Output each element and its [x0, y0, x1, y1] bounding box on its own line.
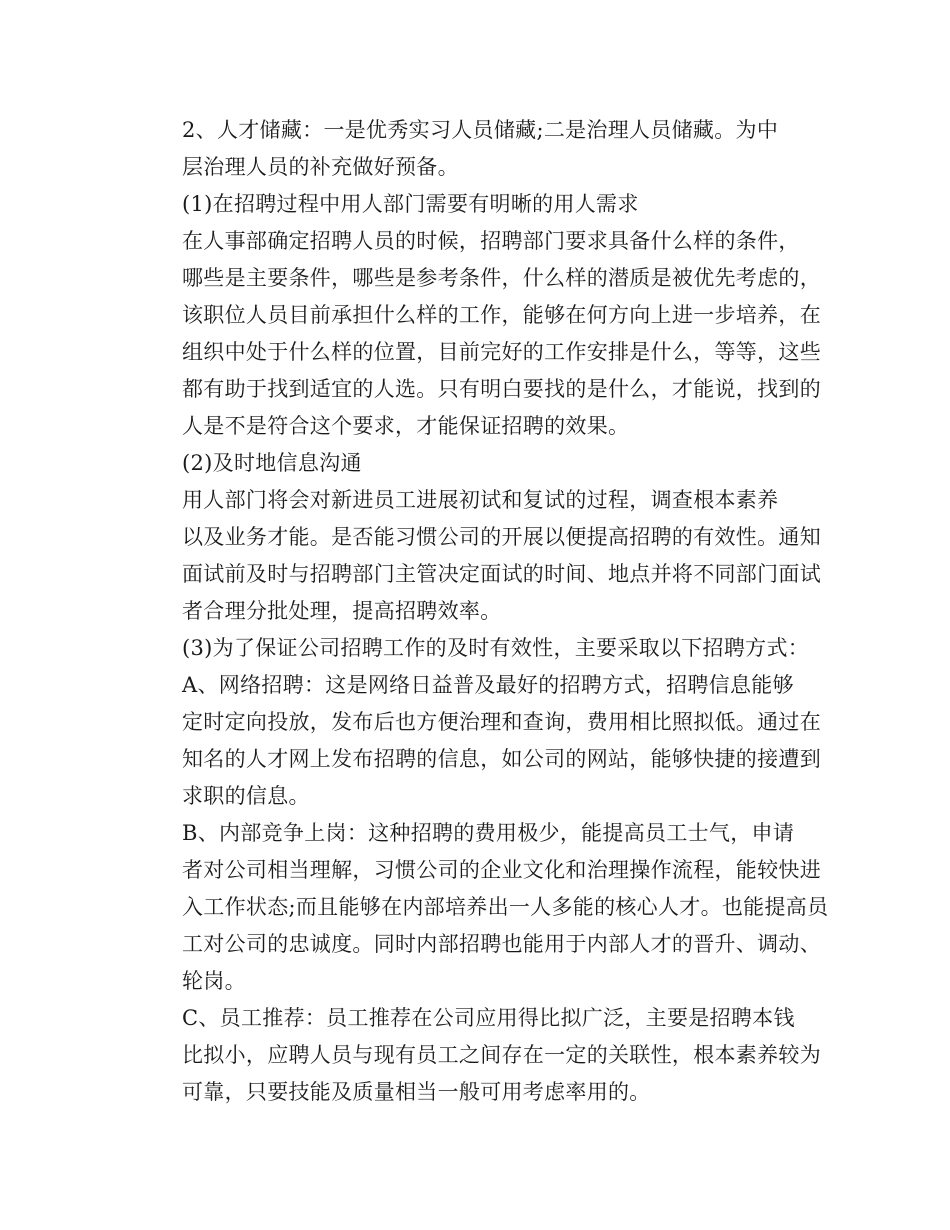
text-line: 在人事部确定招聘人员的时候，招聘部门要求具备什么样的条件，: [182, 229, 800, 253]
paragraph: [140, 482, 821, 630]
text-line: 者合理分批处理，提高招聘效率。: [182, 599, 502, 623]
text-line: 面试前及时与招聘部门主管决定面试的时间、地点并将不同部门面试: [182, 562, 821, 586]
text-line: 层治理人员的补充做好预备。: [182, 155, 459, 179]
document-body: [140, 112, 829, 1111]
text-line: B、内部竞争上岗：这种招聘的费用极少，能提高员工士气，申请: [182, 821, 795, 845]
text-line: A、网络招聘：这是网络日益普及最好的招聘方式，招聘信息能够: [182, 673, 794, 697]
text-line: 用人部门将会对新进员工进展初试和复试的过程，调查根本素养: [182, 488, 779, 512]
text-line: 2、人才储藏：一是优秀实习人员储藏;二是治理人员储藏。为中: [182, 118, 779, 142]
text-line: 哪些是主要条件，哪些是参考条件，什么样的潜质是被优先考虑的，: [182, 266, 821, 290]
text-line: 者对公司相当理解，习惯公司的企业文化和治理操作流程，能较快进: [182, 858, 821, 882]
text-line: 以及业务才能。是否能习惯公司的开展以便提高招聘的有效性。通知: [182, 525, 821, 549]
text-line: 轮岗。: [182, 969, 246, 993]
text-line: C、员工推荐：员工推荐在公司应用得比拟广泛，主要是招聘本钱: [182, 1006, 795, 1030]
paragraph: [140, 815, 829, 1000]
text-line: 人是不是符合这个要求，才能保证招聘的效果。: [182, 414, 630, 438]
paragraph: [140, 1000, 821, 1111]
text-line: 入工作状态;而且能够在内部培养出一人多能的核心人才。也能提高员: [182, 895, 829, 919]
paragraph: [140, 445, 810, 482]
paragraph: [140, 630, 810, 667]
paragraph: [140, 223, 821, 445]
text-line: 求职的信息。: [182, 784, 310, 808]
text-line: 可靠，只要技能及质量相当一般可用考虑率用的。: [182, 1080, 651, 1104]
text-line: 该职位人员目前承担什么样的工作，能够在何方向上进一步培养，在: [182, 303, 821, 327]
paragraph: [140, 667, 821, 815]
paragraph: [140, 112, 810, 186]
text-line: 知名的人才网上发布招聘的信息，如公司的网站，能够快捷的接遭到: [182, 747, 821, 771]
text-line: (2)及时地信息沟通: [182, 451, 362, 475]
text-line: 工对公司的忠诚度。同时内部招聘也能用于内部人才的晋升、调动、: [182, 932, 821, 956]
text-line: (3)为了保证公司招聘工作的及时有效性，主要采取以下招聘方式：: [182, 636, 810, 660]
text-line: 比拟小，应聘人员与现有员工之间存在一定的关联性，根本素养较为: [182, 1043, 821, 1067]
text-line: 组织中处于什么样的位置，目前完好的工作安排是什么，等等，这些: [182, 340, 821, 364]
text-line: 定时定向投放，发布后也方便治理和查询，费用相比照拟低。通过在: [182, 710, 821, 734]
text-line: (1)在招聘过程中用人部门需要有明晰的用人需求: [182, 192, 639, 216]
text-line: 都有助于找到适宜的人选。只有明白要找的是什么，才能说，找到的: [182, 377, 821, 401]
paragraph: [140, 186, 810, 223]
